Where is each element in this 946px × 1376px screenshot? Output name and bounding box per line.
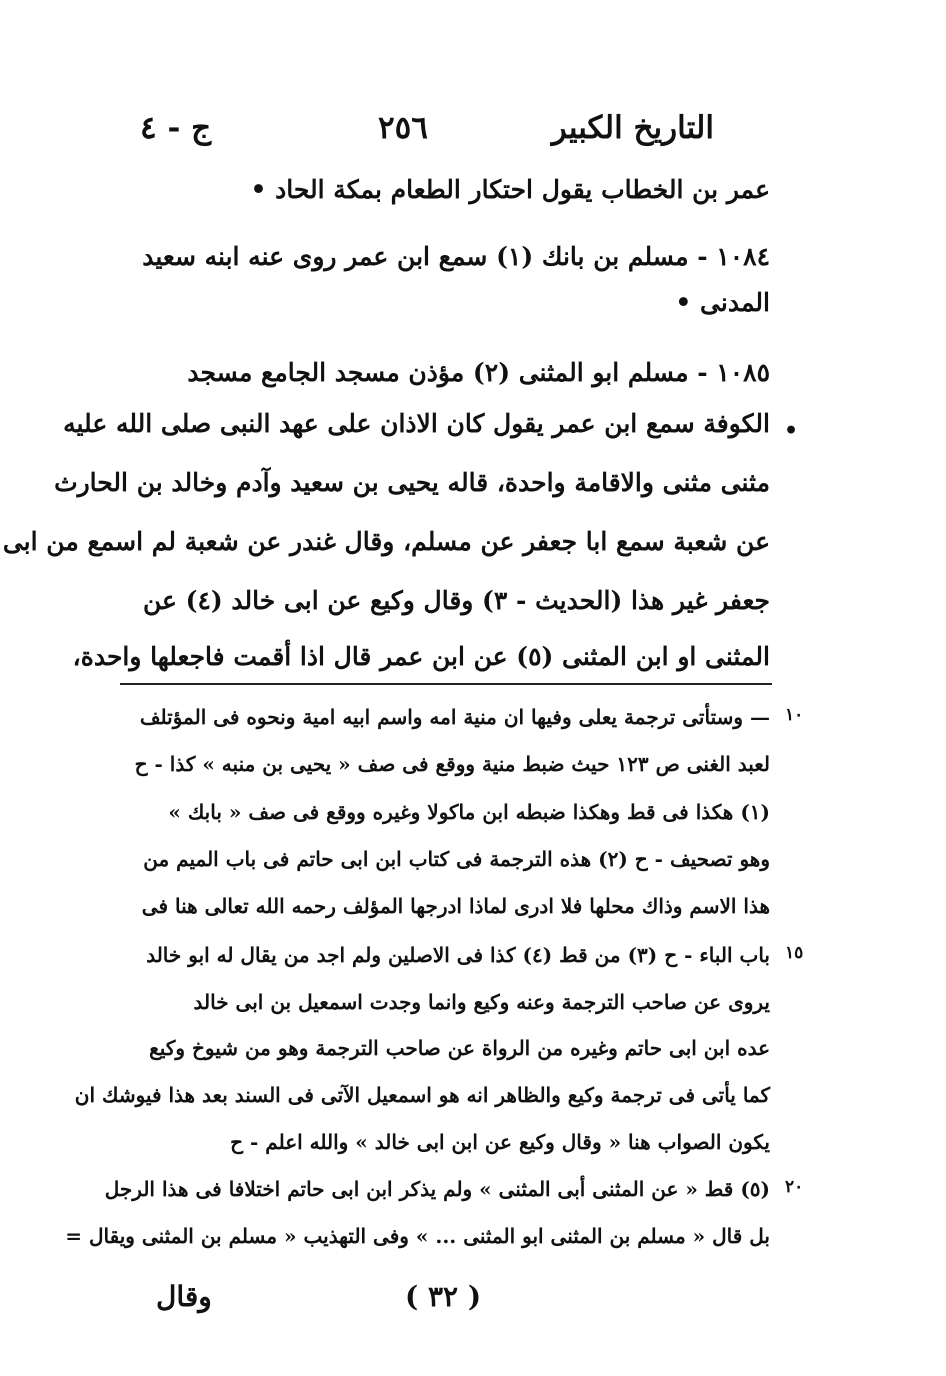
footnote-line: يكون الصواب هنا « وقال وكيع عن ابن ابى خالد » والله اعلم - ح bbox=[230, 1130, 770, 1154]
page-number: ٢٥٦ bbox=[378, 110, 428, 146]
footnote-line: باب الباء - ح (٣) من قط (٤) كذا فى الاصلين ولم اجد من يقال له ابو خالد bbox=[146, 943, 770, 967]
margin-bullet: • bbox=[783, 418, 798, 444]
footnote-line: عده ابن ابى حاتم وغيره من الرواة عن صاحب الترجمة وهو من شيوخ وكيع bbox=[149, 1036, 770, 1060]
line-number: ١٥ bbox=[785, 943, 804, 963]
footnote-line: (١) هكذا فى قط وهكذا ضبطه ابن ماكولا وغيره ووقع فى صف « بابك » bbox=[168, 800, 770, 824]
entry-heading-1084: ١٠٨٤ - مسلم بن بانك (١) سمع ابن عمر روى عنه ابنه سعيد bbox=[142, 242, 770, 271]
footnote-line: كما يأتى فى ترجمة وكيع والظاهر انه هو اسمعيل الآتى فى السند بعد هذا فيوشك ان bbox=[74, 1083, 770, 1107]
footnote-line: (٥) قط « عن المثنى أبى المثنى » ولم يذكر ابن ابى حاتم اختلافا فى هذا الرجل bbox=[104, 1177, 770, 1201]
line-number: ٢٠ bbox=[785, 1177, 804, 1197]
footnote-divider bbox=[120, 683, 772, 685]
running-title: التاريخ الكبير bbox=[551, 110, 714, 146]
body-line: الكوفة سمع ابن عمر يقول كان الاذان على عهد النبى صلى الله عليه bbox=[63, 409, 770, 438]
catchword: وقال bbox=[156, 1280, 212, 1313]
footnote-line: — وستأتى ترجمة يعلى وفيها ان منية امه واسم ابيه امية ونحوه فى المؤتلف bbox=[139, 705, 770, 729]
line-number: ١٠ bbox=[785, 705, 804, 725]
body-line: المثنى او ابن المثنى (٥) عن ابن عمر قال اذا أقمت فاجعلها واحدة، bbox=[72, 642, 770, 671]
body-line: عن شعبة سمع ابا جعفر عن مسلم، وقال غندر عن شعبة لم اسمع من ابى bbox=[2, 527, 770, 556]
signature-mark: ( ٣٢ ) bbox=[405, 1280, 482, 1313]
footnote-line: هذا الاسم وذاك محلها فلا ادرى لماذا ادرجها المؤلف رحمه الله تعالى هنا فى bbox=[141, 894, 770, 918]
footnote-line: يروى عن صاحب الترجمة وعنه وكيع وانما وجدت اسمعيل بن ابى خالد bbox=[193, 990, 770, 1014]
body-line: جعفر غير هذا (الحديث - ٣) وقال وكيع عن ابى خالد (٤) عن bbox=[142, 586, 770, 615]
body-line: عمر بن الخطاب يقول احتكار الطعام بمكة الحاد • bbox=[250, 175, 770, 204]
footnote-line: بل قال « مسلم بن المثنى ابو المثنى ... » وفى التهذيب « مسلم بن المثنى ويقال = bbox=[65, 1224, 770, 1248]
footnote-line: وهو تصحيف - ح (٢) هذه الترجمة فى كتاب ابن ابى حاتم فى باب الميم من bbox=[143, 847, 770, 871]
entry-heading-1085: ١٠٨٥ - مسلم ابو المثنى (٢) مؤذن مسجد الجامع مسجد bbox=[187, 358, 770, 387]
footnote-line: لعبد الغنى ص ١٢٣ حيث ضبط منية ووقع فى صف « يحيى بن منبه » كذا - ح bbox=[134, 752, 770, 776]
body-line: مثنى مثنى والاقامة واحدة، قاله يحيى بن سعيد وآدم وخالد بن الحارث bbox=[54, 468, 770, 497]
volume-label: ج - ٤ bbox=[140, 110, 212, 146]
body-line: المدنى • bbox=[675, 288, 770, 317]
